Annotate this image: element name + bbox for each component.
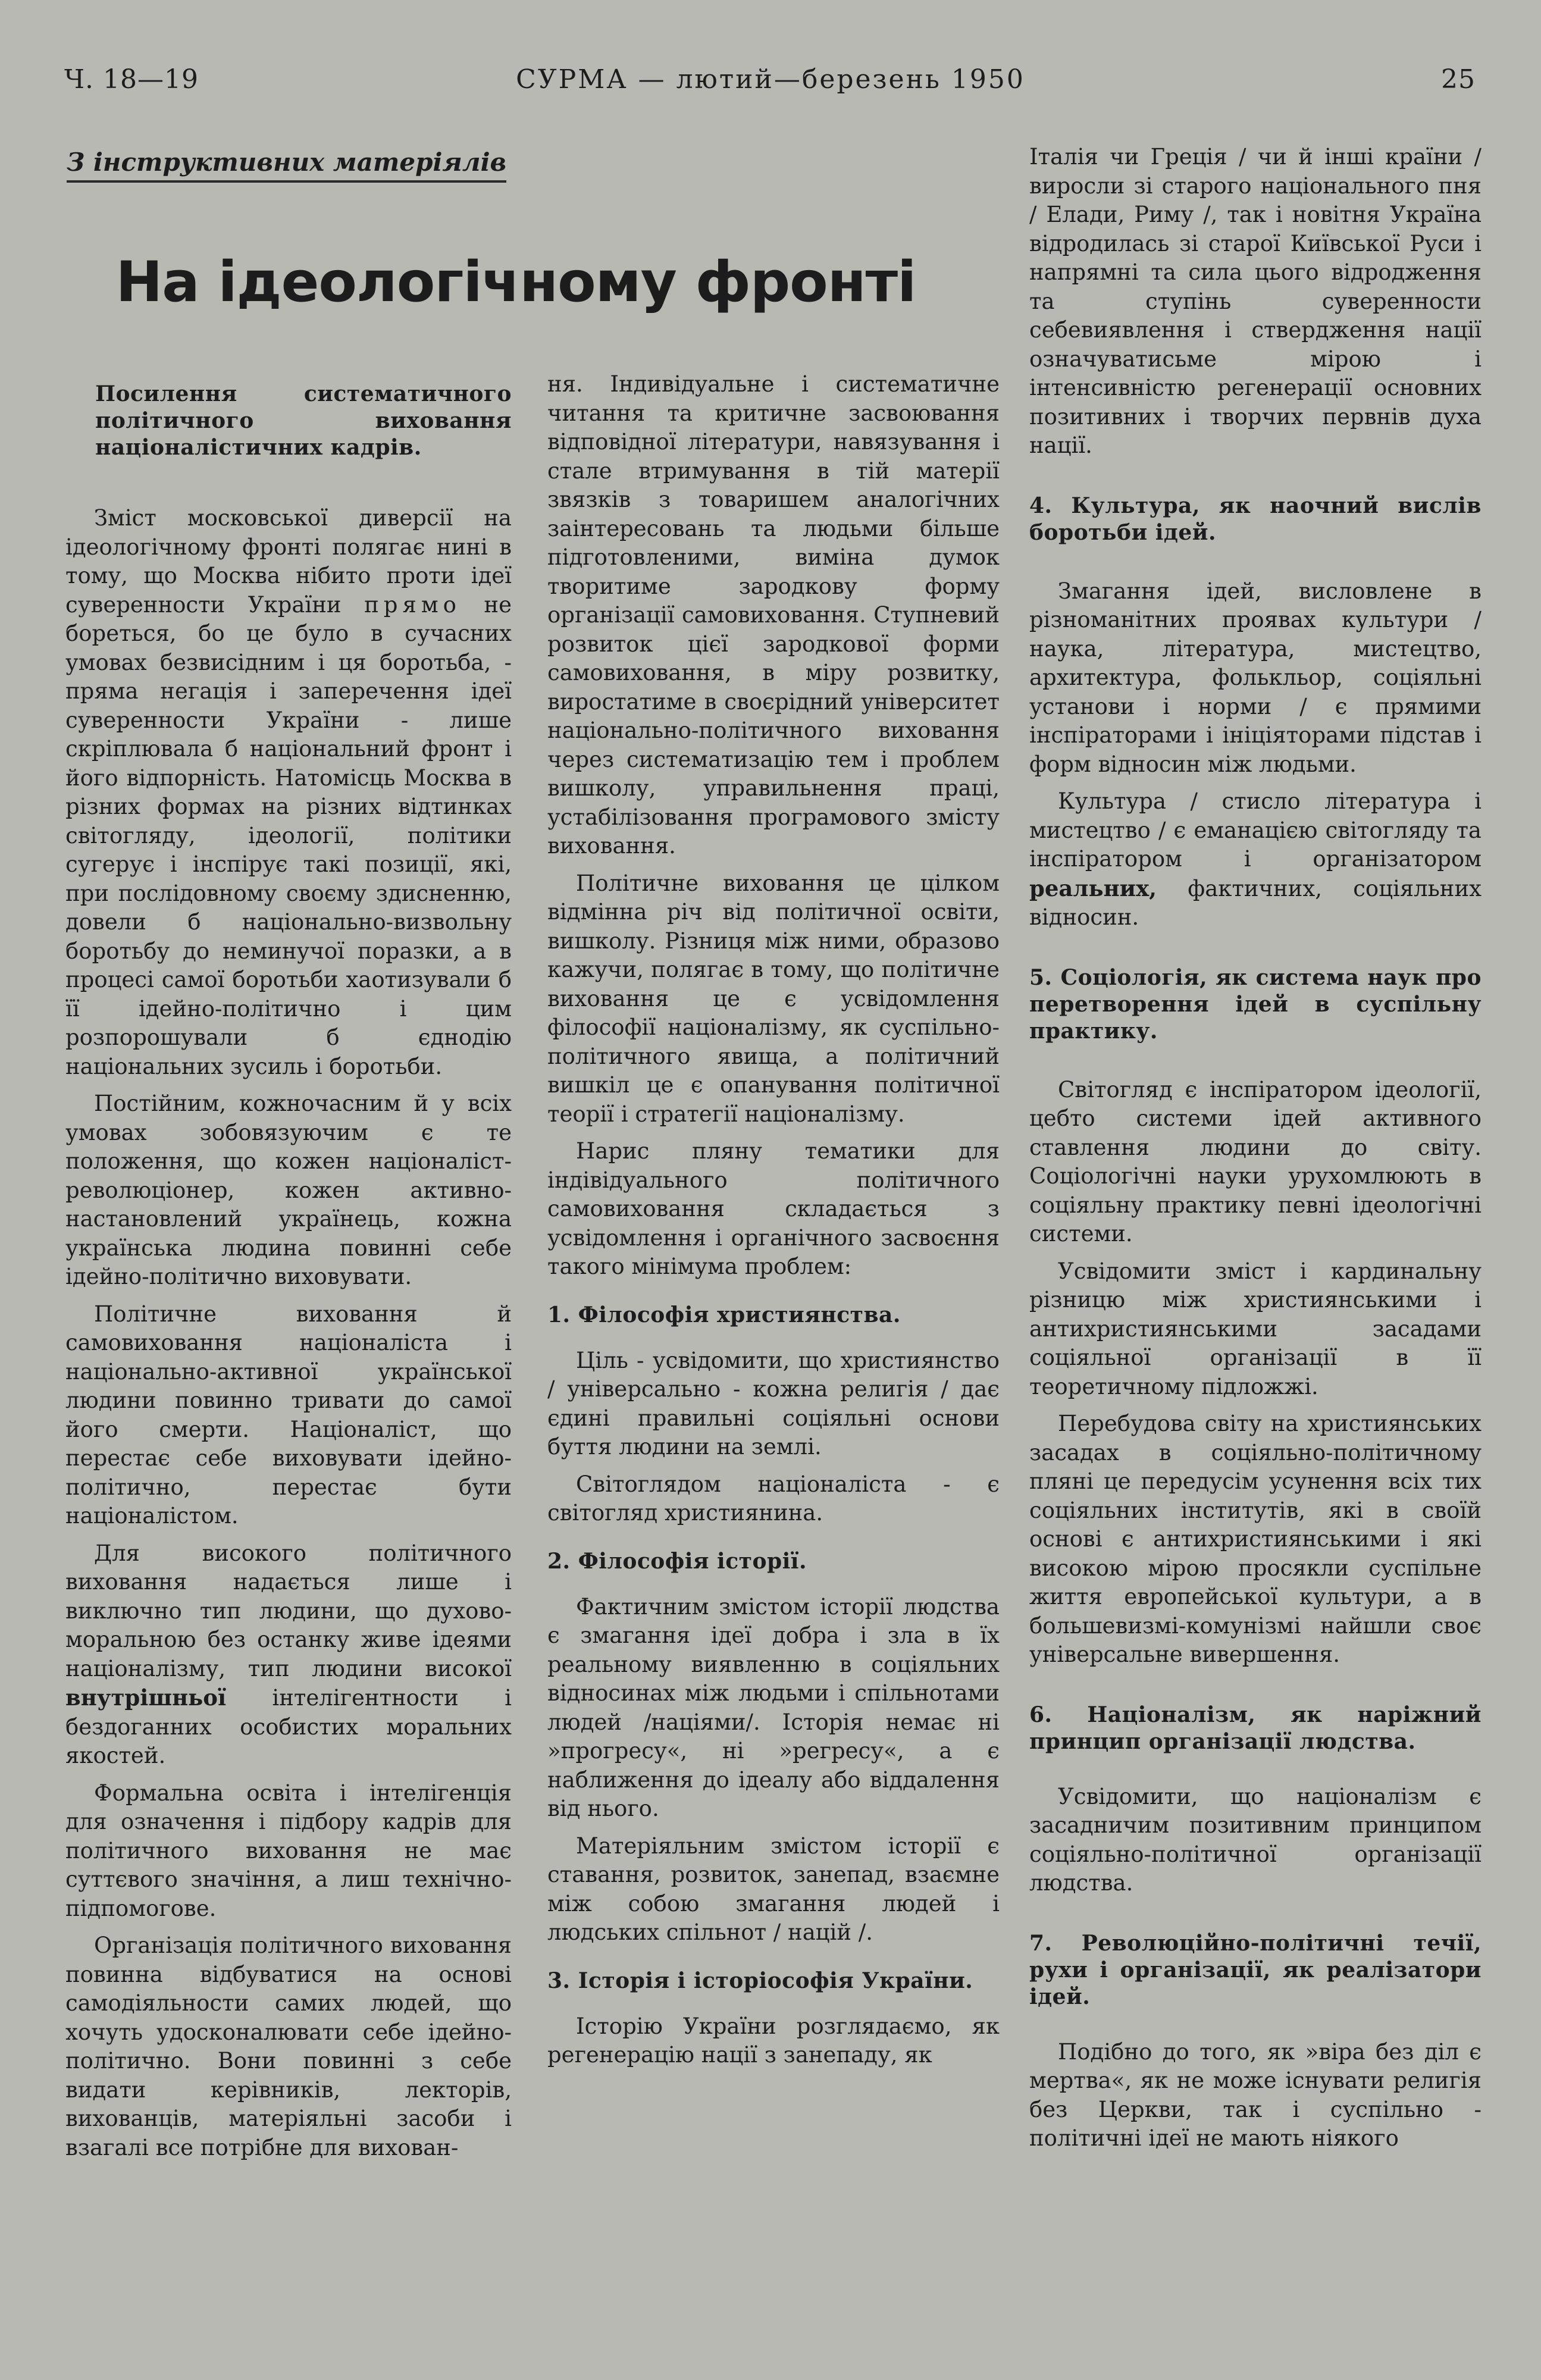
article-title: На ідеологічному фронті xyxy=(115,250,916,315)
paragraph: Організація політичного виховання повинна відбуватися на основі самодіяльности самих людей, що хочуть удосконалювати себе ідейно-політично. Вони повинні з себе видати керівників, лекторів, вихованців, матеріяльні засоби і взагалі все потрібне для вихован- xyxy=(65,1933,512,2160)
paragraph: Політичне виховання й самовиховання націоналіста і національно-активної української людини повинно тривати до самої його смерти. Націоналіст, що перестає себе виховувати ідейно-політично, перестає бути націоналістом. xyxy=(65,1301,512,1529)
paragraph: ня. Індивідуальне і систематичне читання та критичне засвоювання відповідної літератури, навязування і стале втримування в тій матерії звязків з товаришем аналогічних заінтересовань та людьми більше підготовленими, виміна думок творитиме зародкову форму організації самовиховання. Ступневий розвиток цієї зародкової форми самовиховання, в міру розвитку, виростатиме в своєрідний університет національно-політичного виховання через систематизацію тем і проблем вишколу, управильнення праці, устабілізовання програмового змісту виховання. xyxy=(547,371,1000,859)
paragraph: Світоглядом націоналіста - є світогляд християнина. xyxy=(547,1471,1000,1526)
paragraph: Формальна освіта і інтелігенція для означення і підбору кадрів для політичного виховання не має суттєвого значіння, а лиш технічно-підпомогове. xyxy=(65,1780,512,1921)
topic-heading-6: 6. Націоналізм, як наріжний принцип організації людства. xyxy=(1029,1702,1482,1754)
page-number: 25 xyxy=(1441,64,1476,95)
paragraph: Ціль - усвідомити, що християнство / універсально - кожна религія / дає єдині правильні соціяльні основи буття людини на землі. xyxy=(547,1347,1000,1460)
paragraph: Зміст московської диверсії на ідеологічному фронті полягає нині в тому, що Москва нібито проти ідеї суверенности України прямо не бореться, бо це було в сучасних умовах безвисідним і ця боротьба, - пряма негація і заперечення ідеї суверенности України - лише скріплювала б націонaльний фронт і його відпорність. Натомісць Москва в різних формах на різних відтинках світогляду, ідеології, політики сугерує і інспірує такі позиції, які, при послідовному своєму здисненню, довели б національно-визвольну боротьбу до неминучої поразки, а в процесі самої боротьби хаотизували б її ідейно-політично і цим розпорошували б єднодію національних зусиль і боротьби. xyxy=(65,505,512,1079)
paragraph: Усвідомити зміст і кардинальну різницю між християнськими і антихристиянськими засадами соціяльної організації в її теоретичному підложжі. xyxy=(1029,1258,1482,1399)
paragraph: Культура / стисло література і мистецтво / є еманацією світогляду та інспіратором і організатором реальних, фактичних, соціяльних відносин. xyxy=(1029,788,1482,930)
paragraph: Для високого політичного виховання надається лише і виключно тип людини, що духово-моральною без останку живе ідеями націоналізму, тип людини високої внутрішньої інтелігентности і бездоганних особистих моральних якостей. xyxy=(65,1540,512,1768)
topic-heading-5: 5. Соціологія, як система наук про перетворення ідей в суспільну практику. xyxy=(1029,964,1482,1044)
column-3 xyxy=(1029,143,1482,2153)
paragraph: Змагання ідей, висловлене в різноманітних проявах культури / наука, література, мистецтво, архитектура, фолькльор, соціяльні установи і норми / є прямими інспіраторами і ініціяторами підстав і форм відносин між людьми. xyxy=(1029,578,1482,777)
paragraph: Італія чи Греція / чи й інші країни / виросли зі старого національного пня / Елади, Риму /, так і новітня Україна відродилась зі старої Київської Руси і напрямні та сила цього відродження та ступінь суверенности себевиявлення і ствердження нації означуватисьме мірою і інтенсивністю регенерації основних позитивних і творчих первнів духа нації. xyxy=(1029,144,1482,458)
header-issue: Ч. 18—19 xyxy=(64,64,199,95)
topic-heading-2: 2. Філософія історії. xyxy=(547,1548,807,1574)
topic-heading-3: 3. Історія і історіософія України. xyxy=(547,1968,973,1993)
section-label: З інструктивних матеріялів xyxy=(67,148,506,183)
paragraph: Світогляд є інспіратором ідеології, цебто системи ідей активного ставлення людини до світу. Соціологічні науки урухомлюють в соціяльну практику певні ідеологічні системи. xyxy=(1029,1076,1482,1247)
paragraph: Усвідомити, що націоналізм є засадничим позитивним принципом соціяльно-політичної організації людства. xyxy=(1029,1783,1482,1896)
section-heading-1: Посилення систематичного політичного виховання націоналістичних кадрів. xyxy=(95,381,512,460)
paragraph: Матеріяльним змістом історії є ставання, розвиток, занепад, взаємне між собою змагання людей і людських спільнот / націй /. xyxy=(547,1833,1000,1945)
column-2 xyxy=(547,370,1000,2070)
paragraph: Постійним, кожночасним й у всіх умовах зобовязуючим є те положення, що кожен націоналіст-революціонер, кожен активно-настановлений українець, кожна українська людина повинні себе ідейно-політично виховувати. xyxy=(65,1091,512,1289)
topic-heading-4: 4. Культура, як наочний вислів боротьби ідей. xyxy=(1029,493,1482,545)
spaced-emphasis: прямо xyxy=(364,591,461,618)
header-publication: СУРМА — лютий—березень 1950 xyxy=(516,64,1025,95)
paragraph: Нарис пляну тематики для індівідуального політичного самовиховання складається з усвідомлення і органічного засвоєння такого мінімума проблем: xyxy=(547,1138,1000,1279)
paragraph: Історію України розглядаємо, як регенерацію нації з занепаду, як xyxy=(547,2013,1000,2068)
topic-heading-1: 1. Філософія християнства. xyxy=(547,1302,901,1327)
paragraph: Перебудова світу на християнських засадах в соціяльно-політичному пляні це передусім усунення всіх тих соціяльних інститутів, які в своїй основі є антихристиянськими і які високою мірою просякли суспільне життя европейської культури, а в большевизмі-комунізмі найшли своє універсальне вивершення. xyxy=(1029,1411,1482,1667)
paragraph: Подібно до того, як »віра без діл є мертва«, як не може існувати религія без Церкви, так і суспільно - політичні ідеї не мають ніякого xyxy=(1029,2038,1482,2151)
topic-heading-7: 7. Революційно-політичні течії, рухи і організації, як реалізатори ідей. xyxy=(1029,1930,1482,2009)
bold-emphasis: внутрішньої xyxy=(65,1684,227,1711)
column-1 xyxy=(65,381,512,2162)
paragraph: Фактичним змістом історії людства є змагання ідеї добра і зла в їх реальному виявленню в соціяльних відносинах між людьми і спільнотами людей /націями/. Історія немає ні »прогресу«, ні »регресу«, а є наближення до ідеалу або віддалення від нього. xyxy=(547,1593,1000,1821)
paragraph: Політичне виховання це цілком відмінна річ від політичної освіти, вишколу. Різниця між ними, образово кажучи, полягає в тому, що політичне виховання це є усвідомлення філософії націоналізму, як суспільно-політичного явища, а політичний вишкіл це є опанування політичної теорії і стратегії націоналізму. xyxy=(547,870,1000,1127)
bold-emphasis: реальних, xyxy=(1029,875,1157,901)
